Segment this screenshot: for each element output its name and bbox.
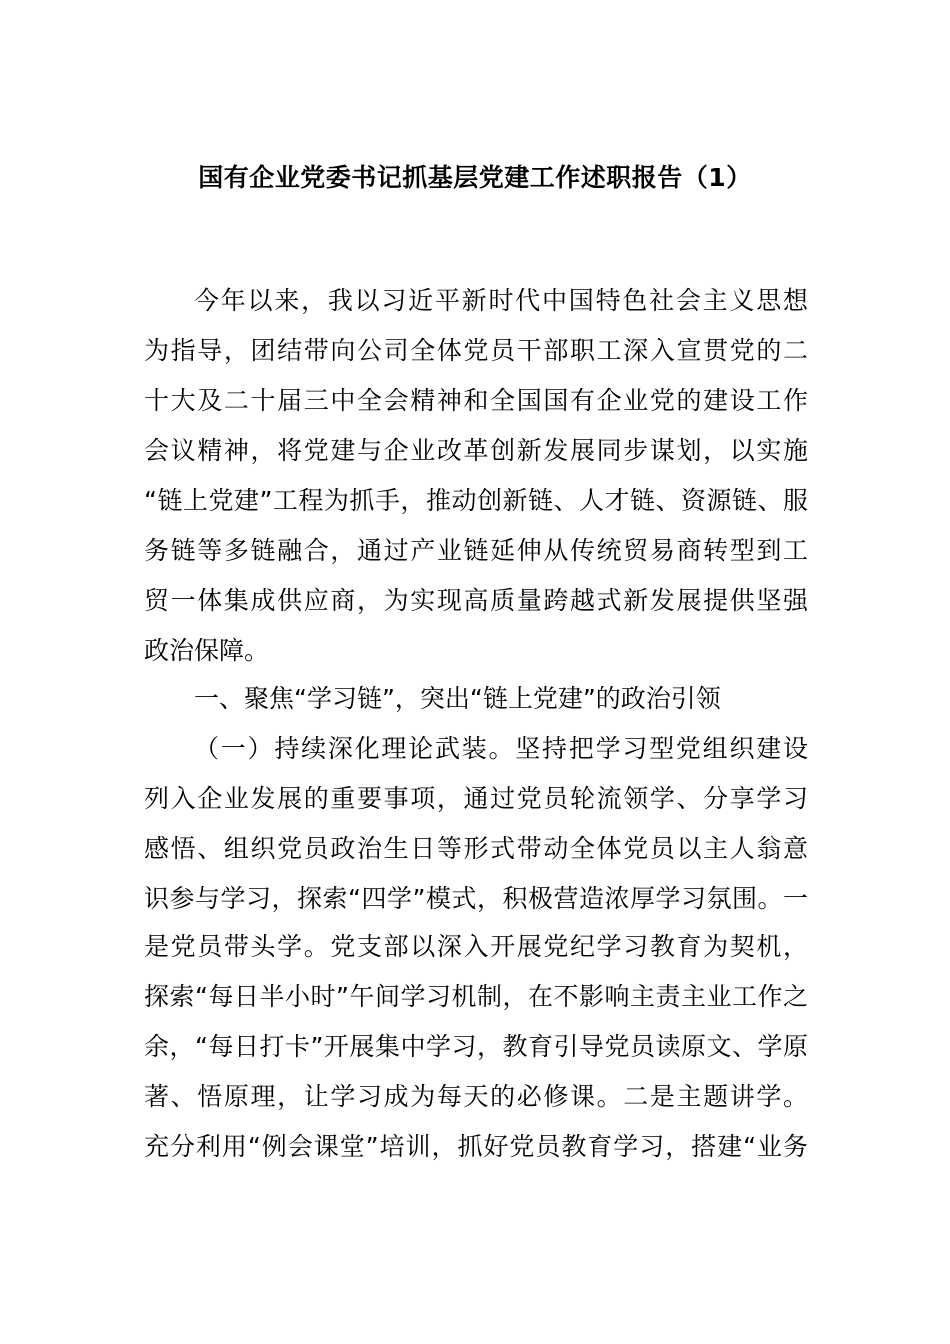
paragraph-line: 探索“每日半小时”午间学习机制，在不影响主责主业工作之 — [144, 982, 808, 1011]
paragraph-line: 今年以来，我以习近平新时代中国特色社会主义思想 — [194, 286, 808, 315]
paragraph-line: 务链等多链融合，通过产业链延伸从传统贸易商转型到工 — [144, 536, 808, 565]
paragraph-line: “链上党建”工程为抓手，推动创新链、人才链、资源链、服 — [144, 486, 808, 515]
paragraph-line: 识参与学习，探索“四学”模式，积极营造浓厚学习氛围。一 — [144, 884, 808, 913]
paragraph-line: 贸一体集成供应商，为实现高质量跨越式新发展提供坚强 — [144, 586, 808, 615]
paragraph-line: （一）持续深化理论武装。坚持把学习型党组织建设 — [194, 734, 808, 763]
paragraph-line: 会议精神，将党建与企业改革创新发展同步谋划，以实施 — [144, 436, 808, 465]
paragraph-line: 为指导，团结带向公司全体党员干部职工深入宣贯党的二 — [144, 336, 808, 365]
section-heading: 一、聚焦“学习链”，突出“链上党建”的政治引领 — [194, 684, 721, 713]
paragraph-line: 是党员带头学。党支部以深入开展党纪学习教育为契机， — [144, 932, 808, 961]
document-title: 国有企业党委书记抓基层党建工作述职报告（1） — [198, 163, 752, 192]
paragraph-line: 充分利用“例会课堂”培训，抓好党员教育学习，搭建“业务 — [144, 1132, 808, 1161]
paragraph-line: 著、悟原理，让学习成为每天的必修课。二是主题讲学。 — [144, 1082, 808, 1111]
paragraph-line: 政治保障。 — [144, 636, 270, 665]
paragraph-line: 余，“每日打卡”开展集中学习，教育引导党员读原文、学原 — [144, 1032, 808, 1061]
paragraph-line: 十大及二十届三中全会精神和全国国有企业党的建设工作 — [144, 386, 808, 415]
paragraph-line: 感悟、组织党员政治生日等形式带动全体党员以主人翁意 — [144, 834, 808, 863]
paragraph-line: 列入企业发展的重要事项，通过党员轮流领学、分享学习 — [144, 784, 808, 813]
